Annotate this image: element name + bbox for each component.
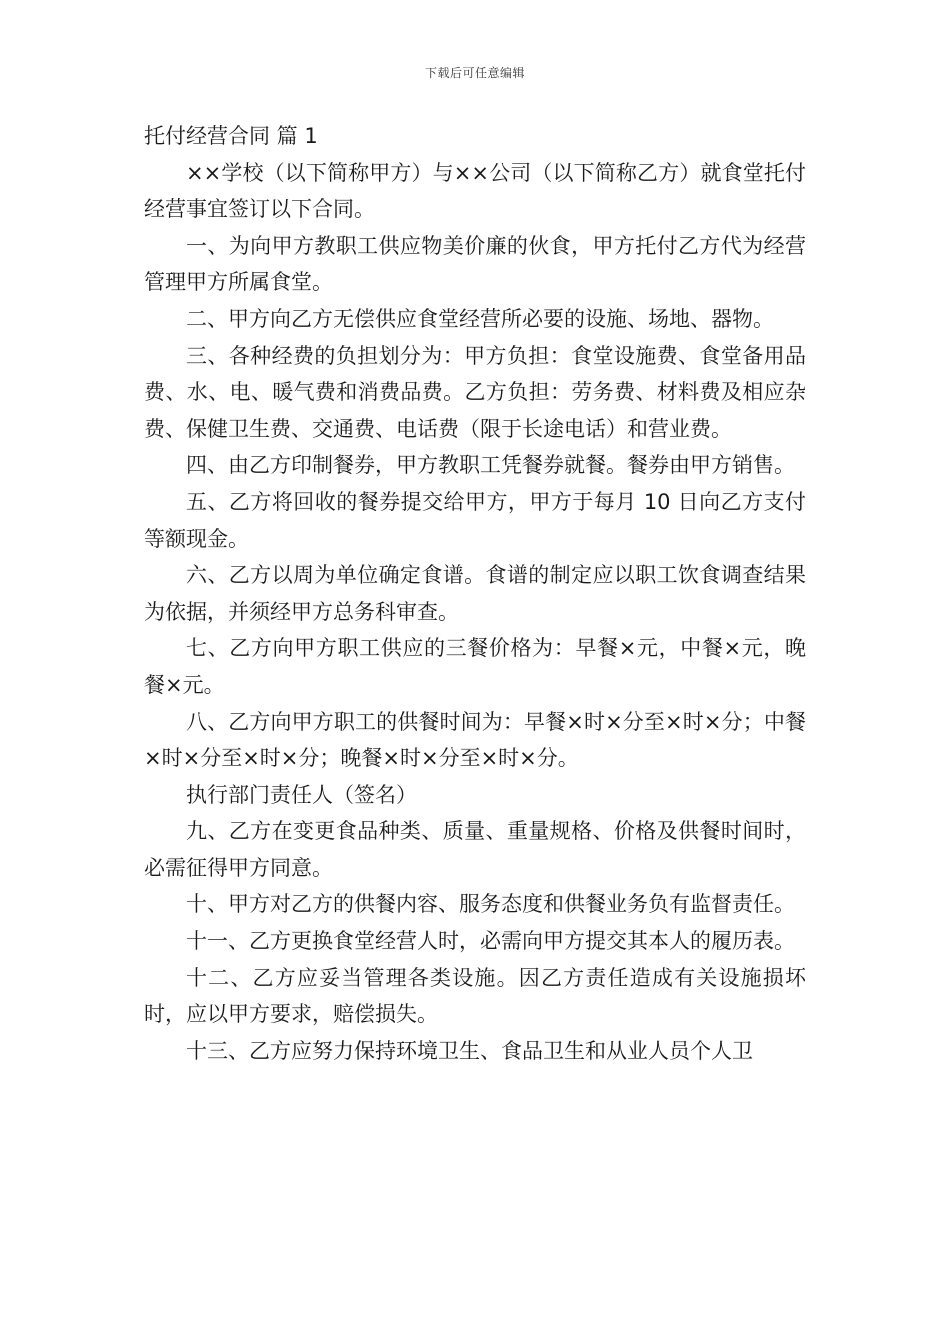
paragraph-clause-1: 一、为向甲方教职工供应物美价廉的伙食，甲方托付乙方代为经营管理甲方所属食堂。 (144, 233, 806, 295)
paragraph-clause-13: 十三、乙方应努力保持环境卫生、食品卫生和从业人员个人卫 (186, 1038, 753, 1063)
paragraph-intro: ××学校（以下简称甲方）与××公司（以下简称乙方）就食堂托付经营事宜签订以下合同。 (144, 160, 806, 222)
paragraph-clause-5: 五、乙方将回收的餐券提交给甲方，甲方于每月 10 日向乙方支付等额现金。 (144, 489, 806, 551)
paragraph-clause-4: 四、由乙方印制餐券，甲方教职工凭餐券就餐。餐券由甲方销售。 (186, 453, 795, 478)
paragraph-clause-12: 十二、乙方应妥当管理各类设施。因乙方责任造成有关设施损坏时，应以甲方要求，赔偿损失。 (144, 965, 806, 1027)
paragraph-clause-10: 十、甲方对乙方的供餐内容、服务态度和供餐业务负有监督责任。 (186, 892, 795, 917)
paragraph-clause-3: 三、各种经费的负担划分为：甲方负担：食堂设施费、食堂备用品费、水、电、暖气费和消费品费。乙方负担：劳务费、材料费及相应杂费、保健卫生费、交通费、电话费（限于长途电话）和营业费。 (144, 343, 806, 441)
paragraph-clause-2: 二、甲方向乙方无偿供应食堂经营所必要的设施、场地、器物。 (186, 306, 774, 331)
paragraph-signature-line: 执行部门责任人（签名） (186, 782, 417, 807)
paragraph-clause-11: 十一、乙方更换食堂经营人时，必需向甲方提交其本人的履历表。 (186, 929, 795, 954)
document-title: 托付经营合同 篇 1 (144, 124, 318, 148)
paragraph-clause-8: 八、乙方向甲方职工的供餐时间为：早餐×时×分至×时×分；中餐×时×分至×时×分；晚餐×时×分至×时×分。 (144, 709, 806, 771)
page-header: 下载后可任意编辑 (424, 66, 525, 80)
paragraph-clause-6: 六、乙方以周为单位确定食谱。食谱的制定应以职工饮食调查结果为依据，并须经甲方总务科审查。 (144, 563, 806, 624)
paragraph-clause-9: 九、乙方在变更食品种类、质量、重量规格、价格及供餐时间时，必需征得甲方同意。 (144, 819, 806, 880)
document-body (144, 118, 806, 1069)
paragraph-clause-7: 七、乙方向甲方职工供应的三餐价格为：早餐×元，中餐×元，晚餐×元。 (144, 636, 806, 697)
